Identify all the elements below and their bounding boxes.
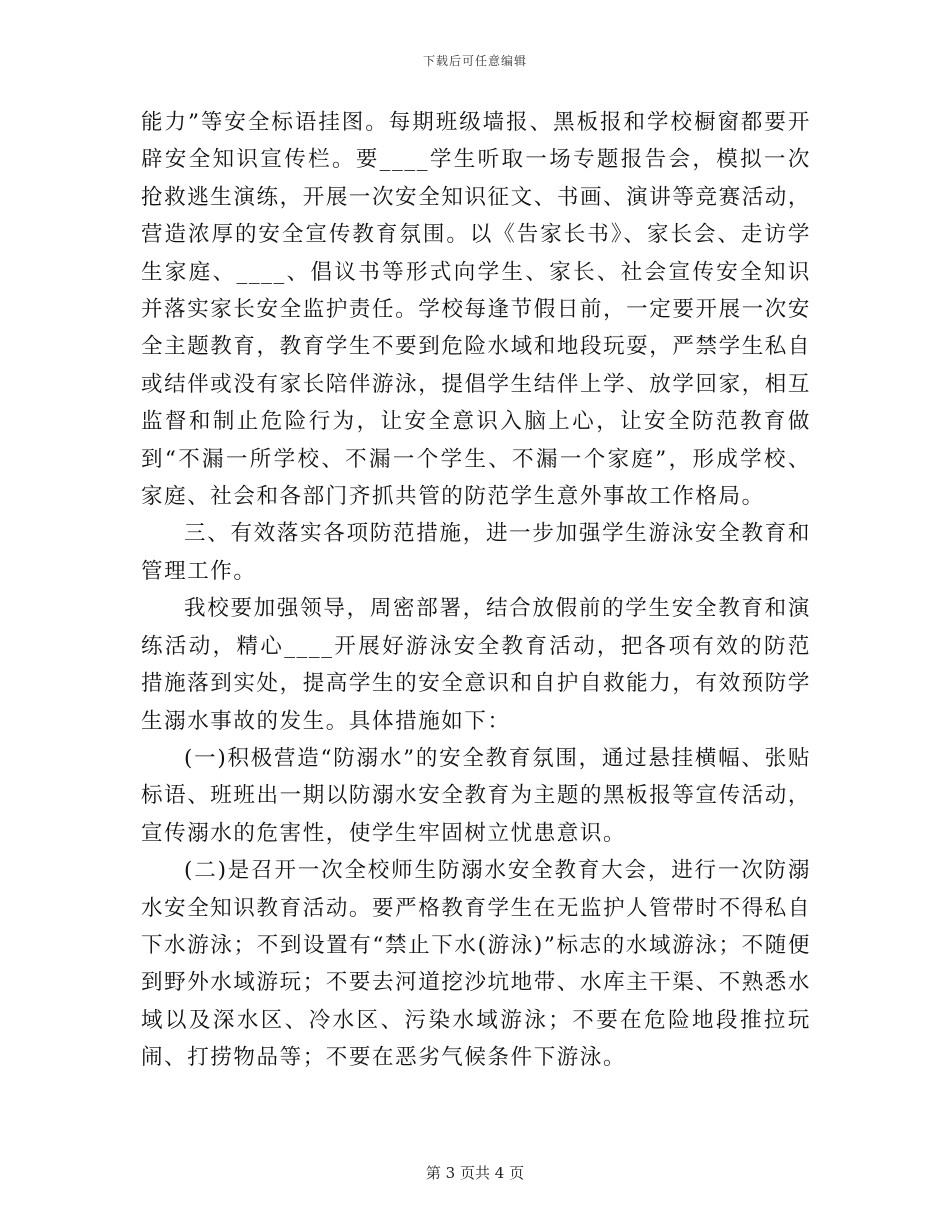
paragraph-intro: 我校要加强领导，周密部署，结合放假前的学生安全教育和演练活动，精心____开展好游泳安全教育活动，把各项有效的防范措施落到实处，提高学生的安全意识和自护自救能力，有效预防学生溺水事故的发生。具体措施如下： — [141, 596, 811, 734]
section-heading-3: 三、有效落实各项防范措施，进一步加强学生游泳安全教育和管理工作。 — [141, 521, 811, 584]
page-number-footer: 第 3 页共 4 页 — [425, 1164, 525, 1182]
page-header: 下载后可任意编辑 — [422, 54, 527, 68]
paragraph-measure-2: (二)是召开一次全校师生防溺水安全教育大会，进行一次防溺水安全知识教育活动。要严格教育学生在无监护人管带时不得私自下水游泳；不到设置有“禁止下水(游泳)”标志的水域游泳；不随便到野外水域游玩；不要去河道挖沙坑地带、水库主干渠、不熟悉水域以及深水区、冷水区、污染水域游泳；不要在危险地段推拉玩闹、打捞物品等；不要在恶劣气候条件下游泳。 — [141, 858, 811, 1071]
paragraph-continuation: 能力”等安全标语挂图。每期班级墙报、黑板报和学校橱窗都要开辟安全知识宣传栏。要____学生听取一场专题报告会，模拟一次抢救逃生演练，开展一次安全知识征文、书画、演讲等竞赛活动，营造浓厚的安全宣传教育氛围。以《告家长书》、家长会、走访学生家庭、____、倡议书等形式向学生、家长、社会宣传安全知识并落实家长安全监护责任。学校每逢节假日前，一定要开展一次安全主题教育，教育学生不要到危险水域和地段玩耍，严禁学生私自或结伴或没有家长陪伴游泳，提倡学生结伴上学、放学回家，相互监督和制止危险行为，让安全意识入脑上心，让安全防范教育做到“不漏一所学校、不漏一个学生、不漏一个家庭”，形成学校、家庭、社会和各部门齐抓共管的防范学生意外事故工作格局。 — [141, 110, 811, 510]
document-body — [141, 104, 811, 1077]
paragraph-measure-1: (一)积极营造“防溺水”的安全教育氛围，通过悬挂横幅、张贴标语、班班出一期以防溺水安全教育为主题的黑板报等宣传活动，宣传溺水的危害性，使学生牢固树立忧患意识。 — [141, 745, 811, 846]
